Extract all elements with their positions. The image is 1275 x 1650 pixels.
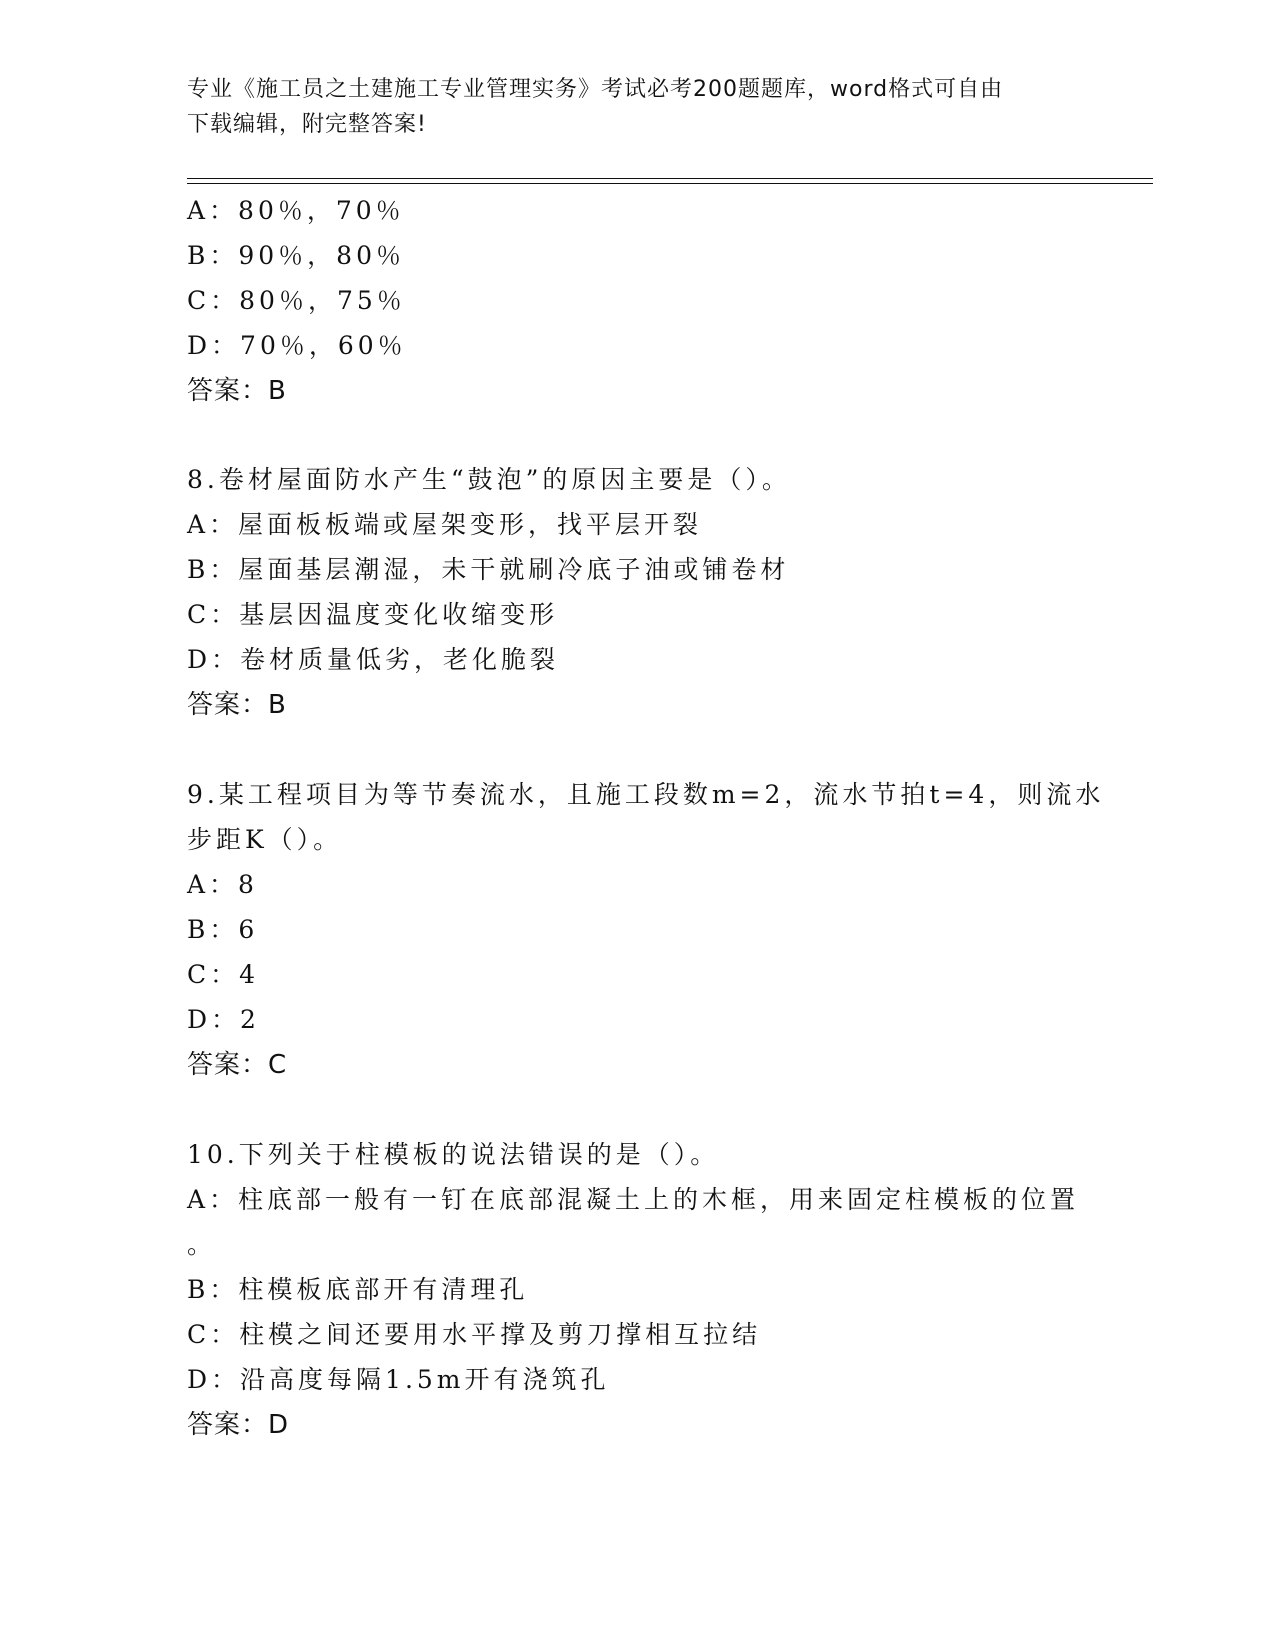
q7-option-b: B：90％，80％ [187,241,405,270]
q10-answer: 答案：D [187,1410,290,1440]
q10-option-b: B：柱模板底部开有清理孔 [187,1275,529,1304]
q10-option-c: C：柱模之间还要用水平撑及剪刀撑相互拉结 [187,1320,762,1349]
q10-stem: 10.下列关于柱模板的说法错误的是（）。 [187,1140,720,1169]
q7-option-c: C：80％，75％ [187,286,406,315]
q9-answer: 答案：C [187,1050,288,1080]
q9-stem-line-2: 步距K（）。 [187,825,343,854]
q7-option-d: D：70％，60％ [187,331,407,360]
header-divider-bottom [187,183,1153,184]
header-line-2: 下载编辑，附完整答案! [187,112,427,137]
q8-answer: 答案：B [187,690,287,720]
q8-option-d: D：卷材质量低劣，老化脆裂 [187,645,560,674]
q8-option-b: B：屋面基层潮湿，未干就刷冷底子油或铺卷材 [187,555,790,584]
q10-option-a-line-2: 。 [187,1230,217,1259]
q9-option-b: B：6 [187,915,259,944]
q7-answer: 答案：B [187,376,287,406]
header-divider-top [187,178,1153,179]
q10-option-d: D：沿高度每隔1.5m开有浇筑孔 [187,1365,610,1394]
q9-option-d: D：2 [187,1005,260,1034]
q9-option-c: C：4 [187,960,260,989]
q8-option-a: A：屋面板板端或屋架变形，找平层开裂 [187,510,703,539]
document-header [187,72,1067,142]
q10-option-a-line-1: A：柱底部一般有一钉在底部混凝土上的木框，用来固定柱模板的位置 [187,1185,1080,1214]
q8-option-c: C：基层因温度变化收缩变形 [187,600,559,629]
q9-option-a: A：8 [187,870,258,899]
header-line-1: 专业《施工员之土建施工专业管理实务》考试必考200题题库，word格式可自由 [187,77,1004,102]
q9-stem-line-1: 9.某工程项目为等节奏流水，且施工段数m=2，流水节拍t=4，则流水 [187,780,1105,809]
q8-stem: 8.卷材屋面防水产生“鼓泡”的原因主要是（）。 [187,465,791,494]
q7-option-a: A：80％，70％ [187,196,405,225]
